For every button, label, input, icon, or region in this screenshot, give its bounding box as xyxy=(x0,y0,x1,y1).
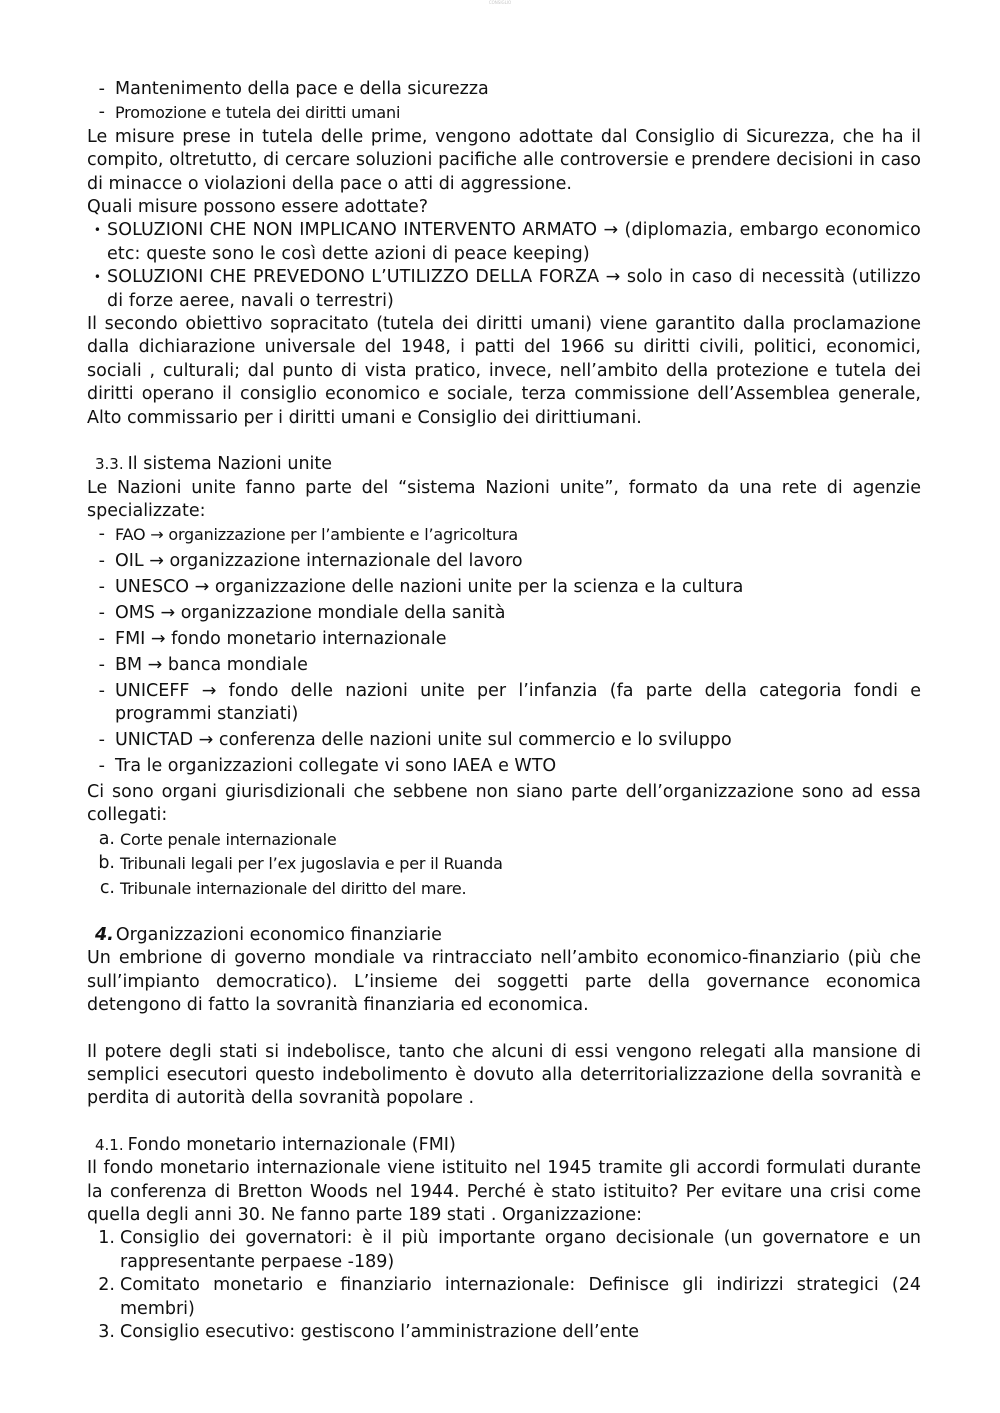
agencies-list xyxy=(87,523,921,778)
list-item: - FMI → fondo monetario internazionale xyxy=(87,628,921,651)
list-item: - OMS → organizzazione mondiale della sanità xyxy=(87,602,921,625)
list-item: • SOLUZIONI CHE NON IMPLICANO INTERVENTO ARMATO → (diplomazia, embargo economico etc: queste sono le così dette azioni di peace keeping) xyxy=(87,219,921,266)
dash-marker: - xyxy=(98,603,105,624)
list-item: - FAO → organizzazione per l’ambiente e l’agricoltura xyxy=(87,523,921,547)
list-item: 1. Consiglio dei governatori: è il più importante organo decisionale (un governatore e un rappresentante perpaese -189) xyxy=(87,1227,921,1274)
list-item: - Promozione e tutela dei diritti umani xyxy=(87,101,921,125)
section-number: 3.3. xyxy=(95,455,124,474)
dash-marker: - xyxy=(98,680,105,701)
courts-list xyxy=(87,828,921,901)
list-item: 2. Comitato monetario e finanziario internazionale: Definisce gli indirizzi strategici (24 membri) xyxy=(87,1274,921,1321)
list-item: 3. Consiglio esecutivo: gestiscono l’amministrazione dell’ente xyxy=(87,1321,921,1344)
list-item: c. Tribunale internazionale del diritto del mare. xyxy=(87,877,921,901)
list-item: - BM → banca mondiale xyxy=(87,654,921,677)
list-item: b. Tribunali legali per l’ex jugoslavia e per il Ruanda xyxy=(87,852,921,876)
section-number: 4. xyxy=(95,924,114,945)
paragraph: Il fondo monetario internazionale viene istituito nel 1945 tramite gli accordi formulati durante la conferenza di Bretton Woods nel 1944. Perché è stato istituito? Per evitare una crisi come quella degli anni 30. Ne fanno parte 189 stati . Organizzazione: xyxy=(87,1158,921,1225)
paragraph: Il secondo obiettivo sopracitato (tutela dei diritti umani) viene garantito dalla proclamazione dalla dichiarazione universale del 1948, i patti del 1966 su diritti civili, politici, economici, sociali , culturali; dal punto di vista pratico, invece, nell’ambito della protezione e tutela dei diritti operano il consiglio economico e sociale, terza commissione dell’Assemblea generale, Alto commissario per i diritti umani e Consiglio dei dirittiumani. xyxy=(87,314,921,428)
list-item: • SOLUZIONI CHE PREVEDONO L’UTILIZZO DELLA FORZA → solo in caso di necessità (utilizzo di forze aeree, navali o terrestri) xyxy=(87,266,921,313)
paragraph: Le misure prese in tutela delle prime, vengono adottate dal Consiglio di Sicurezza, che ha il compito, oltretutto, di cercare soluzioni pacifiche alle controversie e prendere decisioni in caso di minacce o violazioni della pace o atti di aggressione. xyxy=(87,126,921,194)
paragraph: Il potere degli stati si indebolisce, tanto che alcuni di essi vengono relegati alla mansione di semplici esecutori questo indebolimento è dovuto alla deterritorializzazione della sovranità e perdita di autorità della sovranità popolare . xyxy=(87,1041,921,1109)
number-marker: 2. xyxy=(98,1275,115,1296)
dash-marker: - xyxy=(98,79,105,99)
number-marker: 1. xyxy=(98,1228,115,1249)
section-number: 4.1. xyxy=(95,1135,124,1154)
dash-marker: - xyxy=(98,102,105,123)
list-item: - Mantenimento della pace e della sicurezza xyxy=(87,78,921,101)
dash-marker: - xyxy=(98,654,105,675)
dash-marker: - xyxy=(98,577,105,598)
bullet-marker: • xyxy=(93,270,101,285)
section-title: Il sistema Nazioni unite xyxy=(127,454,333,475)
section-heading-4 xyxy=(87,924,921,947)
list-item: - UNICTAD → conferenza delle nazioni unite sul commercio e lo sviluppo xyxy=(87,729,921,752)
paragraph: Le Nazioni unite fanno parte del “sistema Nazioni unite”, formato da una rete di agenzie specializzate: xyxy=(87,477,921,521)
section-title: Fondo monetario internazionale (FMI) xyxy=(127,1134,456,1155)
letter-marker: c. xyxy=(99,877,115,898)
list-item: - UNICEFF → fondo delle nazioni unite per l’infanzia (fa parte della categoria fondi e programmi stanziati) xyxy=(87,680,921,727)
section-heading-3-3 xyxy=(87,453,921,476)
page-watermark: CONSIGLIO xyxy=(488,0,512,5)
dash-marker: - xyxy=(98,628,105,649)
list-item: - Tra le organizzazioni collegate vi sono IAEA e WTO xyxy=(87,755,921,778)
document-body xyxy=(87,78,921,1344)
dash-marker: - xyxy=(98,730,105,751)
objectives-list xyxy=(87,78,921,126)
list-item: - OIL → organizzazione internazionale del lavoro xyxy=(87,550,921,573)
number-marker: 3. xyxy=(98,1322,115,1342)
bullet-marker: • xyxy=(93,223,101,238)
dash-marker: - xyxy=(98,755,105,776)
list-item: - UNESCO → organizzazione delle nazioni unite per la scienza e la cultura xyxy=(87,576,921,599)
organs-list xyxy=(87,1227,921,1344)
measures-list xyxy=(87,219,921,313)
dash-marker: - xyxy=(98,551,105,572)
paragraph: Ci sono organi giurisdizionali che sebbene non siano parte dell’organizzazione sono ad essa collegati: xyxy=(87,781,921,826)
paragraph: Un embrione di governo mondiale va rintracciato nell’ambito economico-finanziario (più che sull’impianto democratico). L’insieme dei soggetti parte della governance economica detengono di fatto la sovranità finanziaria ed economica. xyxy=(87,948,921,1016)
dash-marker: - xyxy=(98,524,105,545)
section-heading-4-1 xyxy=(87,1134,921,1157)
question-text: Quali misure possono essere adottate? xyxy=(87,197,429,218)
list-item: a. Corte penale internazionale xyxy=(87,828,921,852)
letter-marker: a. xyxy=(98,828,115,849)
letter-marker: b. xyxy=(98,853,115,874)
section-title: Organizzazioni economico finanziarie xyxy=(115,924,442,945)
